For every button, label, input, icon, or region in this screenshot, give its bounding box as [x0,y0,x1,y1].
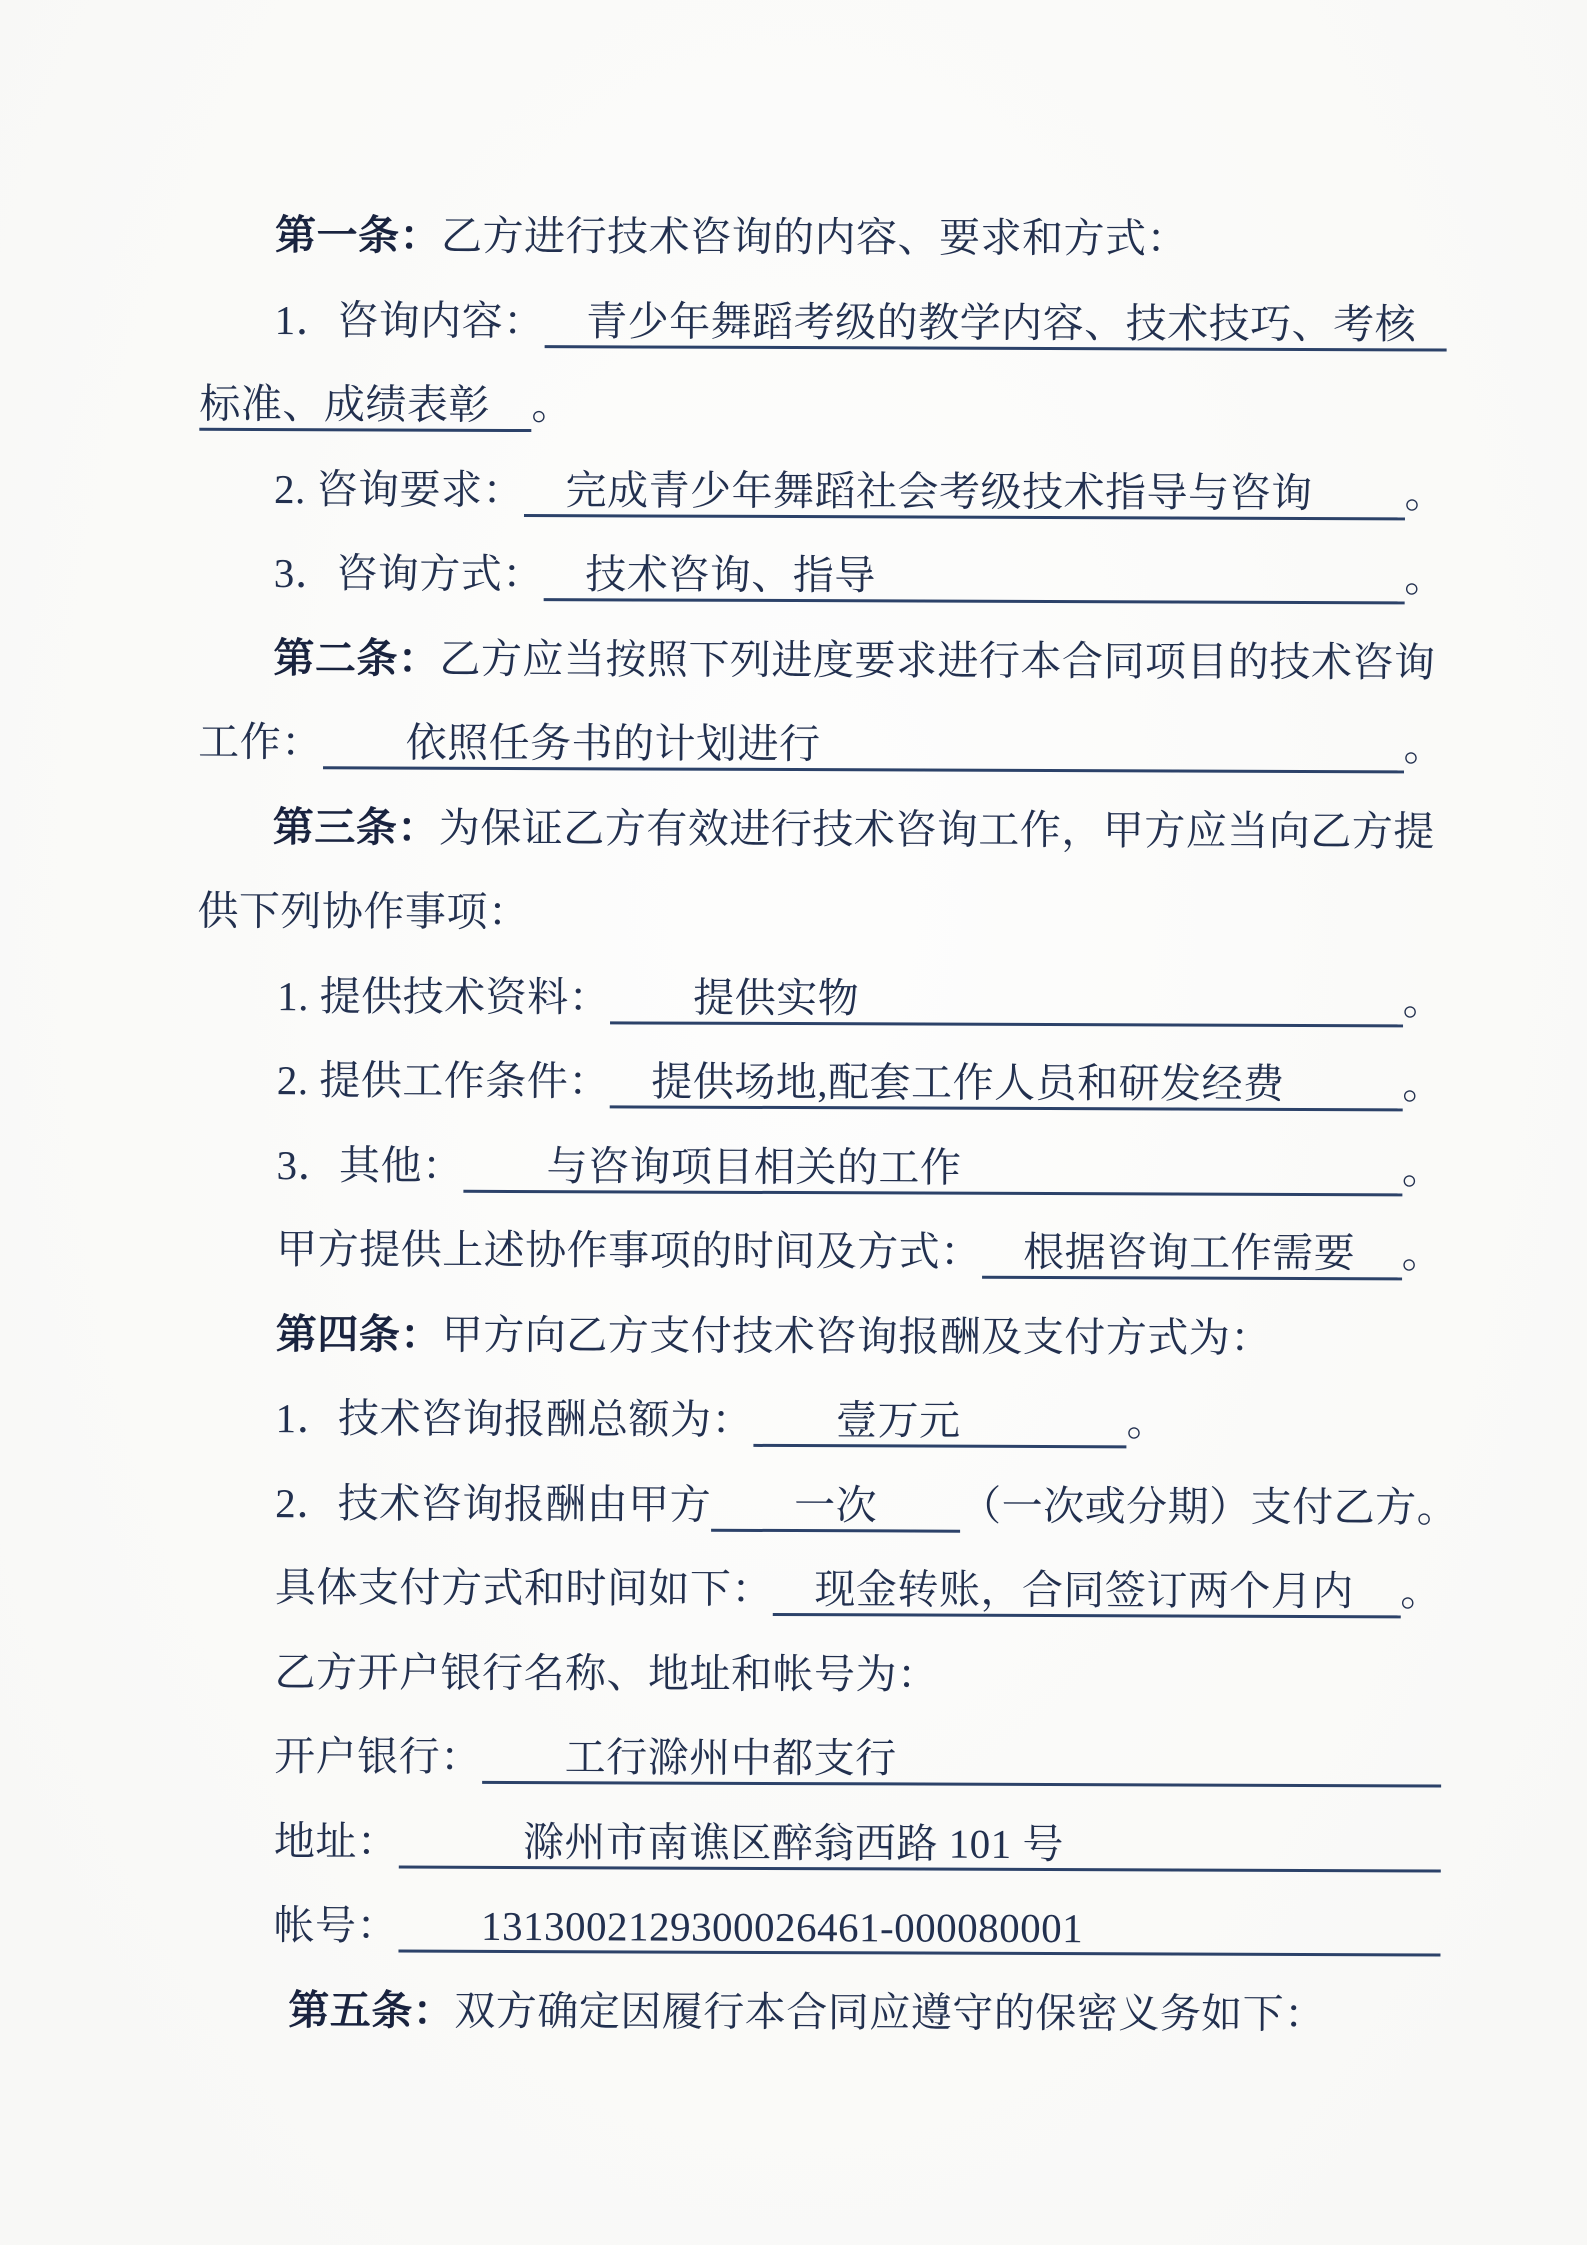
filled-blank: 一次 [711,1481,960,1532]
document-line [198,634,1445,723]
clause-text: 工作： [198,718,323,766]
document-line [197,972,1444,1061]
document-line [196,1310,1443,1399]
document-line [199,550,1446,639]
clause-text: 乙方应当按照下列进度要求进行本合同项目的技术咨询 [439,635,1436,686]
clause-text: 2. 咨询要求： [274,465,525,513]
clause-text: 1．咨询内容： [274,296,545,344]
clause-text: 甲方向乙方支付技术咨询报酬及支付方式为： [441,1311,1272,1361]
clause-text: 。 [1404,554,1446,601]
clause-text: 。 [1404,469,1447,517]
filled-blank: 滁州市南谯区醉翁西路 101 号 [398,1818,1441,1872]
clause-label: 第三条： [272,803,439,851]
filled-blank: 技术咨询、指导 [544,551,1405,604]
clause-text: 。 [1400,1568,1442,1615]
clause-text: 乙方进行技术咨询的内容、要求和方式： [440,212,1189,262]
document-line [196,1226,1443,1315]
filled-blank: 提供实物 [610,974,1403,1027]
clause-text: 地址： [273,1817,399,1865]
clause-text: 双方确定因履行本合同应遵守的保密义务如下： [454,1987,1326,2037]
clause-text: 。 [1402,1061,1444,1108]
clause-text: 。 [1401,1145,1444,1193]
document-line [195,1479,1459,1568]
clause-text: 3．其他： [276,1141,464,1189]
filled-blank: 青少年舞蹈考级的教学内容、技术技巧、考核 [545,298,1447,352]
document-body [193,212,1459,2076]
document-line [199,381,1446,470]
document-line [195,1564,1442,1653]
clause-label: 第一条： [274,212,442,259]
document-line [193,1902,1440,1991]
clause-text: （一次或分期）支付乙方。 [960,1482,1459,1531]
filled-blank: 依照任务书的计划进行 [323,719,1404,773]
clause-text: 。 [1402,976,1445,1024]
document-line [197,1057,1444,1146]
clause-text: 甲方提供上述协作事项的时间及方式： [276,1226,982,1275]
document-line [200,296,1447,385]
filled-blank: 壹万元 [753,1397,1127,1449]
clause-text: 。 [1403,723,1446,770]
document-line [198,803,1445,892]
document-line [199,465,1446,554]
clause-label: 第二条： [273,634,440,682]
filled-blank: 提供场地,配套工作人员和研发经费 [610,1058,1403,1111]
filled-blank: 完成青少年舞蹈社会考级技术指导与咨询 [524,467,1405,521]
document-line [193,1986,1440,2075]
filled-blank: 1313002129300026461-000080001 [398,1903,1441,1957]
document-line [197,888,1444,977]
clause-text: 供下列协作事项： [197,887,530,936]
document-line [195,1395,1442,1484]
clause-text: 。 [1126,1398,1169,1445]
clause-text: 乙方开户银行名称、地址和帐号为： [274,1648,939,1698]
clause-text: 为保证乙方有效进行技术咨询工作，甲方应当向乙方提 [438,804,1435,855]
clause-label: 第四条： [275,1310,442,1358]
filled-blank: 根据咨询工作需要 [982,1229,1402,1281]
clause-text: 2. 提供工作条件： [276,1057,610,1105]
filled-blank: 工行滁州中都支行 [482,1734,1442,1788]
clause-text: 开户银行： [274,1733,482,1780]
clause-text: 。 [1401,1230,1444,1277]
filled-blank: 现金转账，合同签订两个月内 [773,1566,1401,1619]
filled-blank: 标准、成绩表彰 [199,381,531,432]
document-line [200,212,1447,301]
clause-label: 第五条： [288,1986,455,2034]
clause-text: 。 [531,382,574,429]
document-line [194,1648,1441,1737]
filled-blank: 与咨询项目相关的工作 [463,1142,1402,1196]
document-line [196,1141,1443,1230]
clause-text: 1. 提供技术资料： [277,972,611,1020]
document-line [194,1733,1441,1822]
clause-text: 1．技术咨询报酬总额为： [275,1395,754,1443]
document-line [194,1817,1441,1906]
clause-text: 具体支付方式和时间如下： [274,1564,773,1612]
clause-text: 3．咨询方式： [273,550,544,598]
document-line [198,719,1445,808]
clause-text: 2．技术咨询报酬由甲方 [275,1479,712,1528]
clause-text: 帐号： [273,1902,399,1949]
